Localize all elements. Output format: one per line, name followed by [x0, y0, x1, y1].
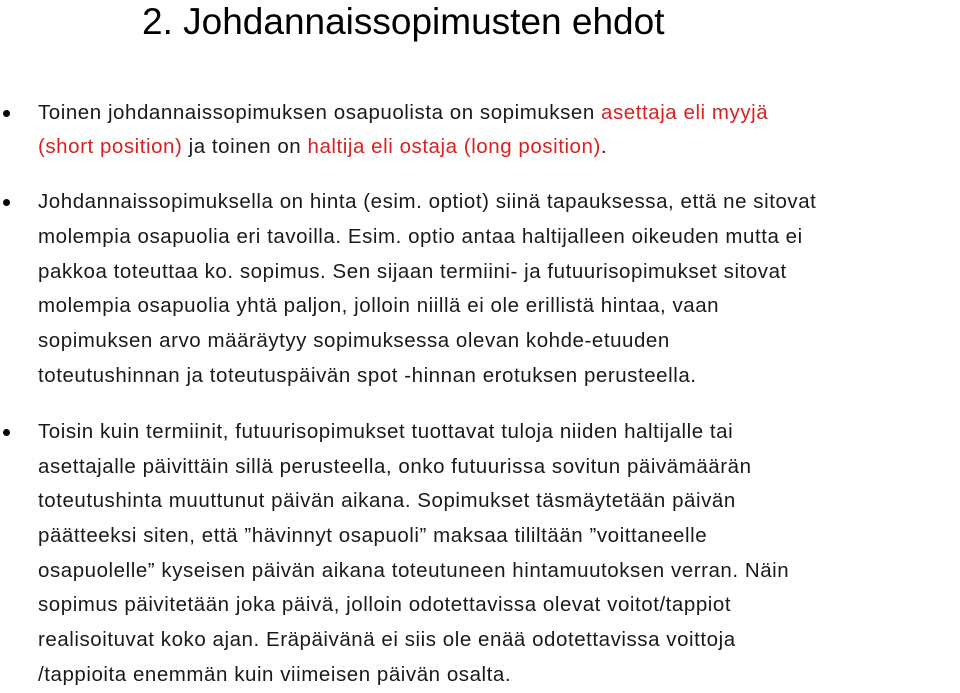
bullet-dot-icon: [3, 199, 10, 206]
highlighted-term: asettaja eli myyjä: [601, 101, 769, 124]
text-line: sopimus päivitetään joka päivä, jolloin odotettavissa olevat voitot/tappiot: [38, 593, 732, 617]
text-segment: Toinen johdannaissopimuksen osapuolista on sopimuksen: [38, 101, 602, 124]
highlighted-term: (short position): [38, 135, 183, 158]
text-line: pakkoa toteuttaa ko. sopimus. Sen sijaan termiini- ja futuurisopimukset sitovat: [38, 259, 787, 283]
slide-title: 2. Johdannaissopimusten ehdot: [142, 1, 665, 42]
text-line: [38, 130, 953, 164]
text-line: Toisin kuin termiinit, futuurisopimukset tuottavat tuloja niiden haltijalle tai: [38, 420, 734, 443]
text-line: osapuolelle” kyseisen päivän aikana toteutuneen hintamuutoksen verran. Näin: [38, 558, 790, 582]
text-line: realisoituvat koko ajan. Eräpäivänä ei siis ole enää odotettavissa voittoja: [38, 628, 736, 652]
bullet-text: [38, 185, 953, 394]
text-segment: .: [600, 135, 608, 158]
text-line: päätteeksi siten, että ”hävinnyt osapuoli” maksaa tililtään ”voittaneelle: [38, 524, 708, 548]
highlighted-term: haltija eli ostaja (long position): [307, 135, 601, 158]
text-line: asettajalle päivittäin sillä perusteella, onko futuurissa sovitun päivämäärän: [38, 454, 752, 478]
text-segment: ja toinen on: [182, 135, 308, 158]
text-line: /tappioita enemmän kuin viimeisen päivän osalta.: [38, 662, 512, 686]
bullet-text: [38, 415, 953, 693]
bullet-dot-icon: [3, 110, 10, 117]
text-line: molempia osapuolia yhtä paljon, jolloin niillä ei ole erillistä hintaa, vaan: [38, 294, 720, 318]
text-line: sopimuksen arvo määräytyy sopimuksessa olevan kohde-etuuden: [38, 329, 670, 353]
text-line: toteutushinta muuttunut päivän aikana. Sopimukset täsmäytetään päivän: [38, 489, 736, 513]
text-line: molempia osapuolia eri tavoilla. Esim. optio antaa haltijalleen oikeuden mutta ei: [38, 224, 803, 248]
text-line: toteutushinnan ja toteutuspäivän spot -hinnan erotuksen perusteella.: [38, 363, 697, 387]
bullet-text: [38, 96, 953, 164]
bullet-dot-icon: [3, 429, 10, 436]
text-line: Johdannaissopimuksella on hinta (esim. optiot) siinä tapauksessa, että ne sitovat: [38, 190, 817, 213]
text-line: [38, 96, 953, 130]
